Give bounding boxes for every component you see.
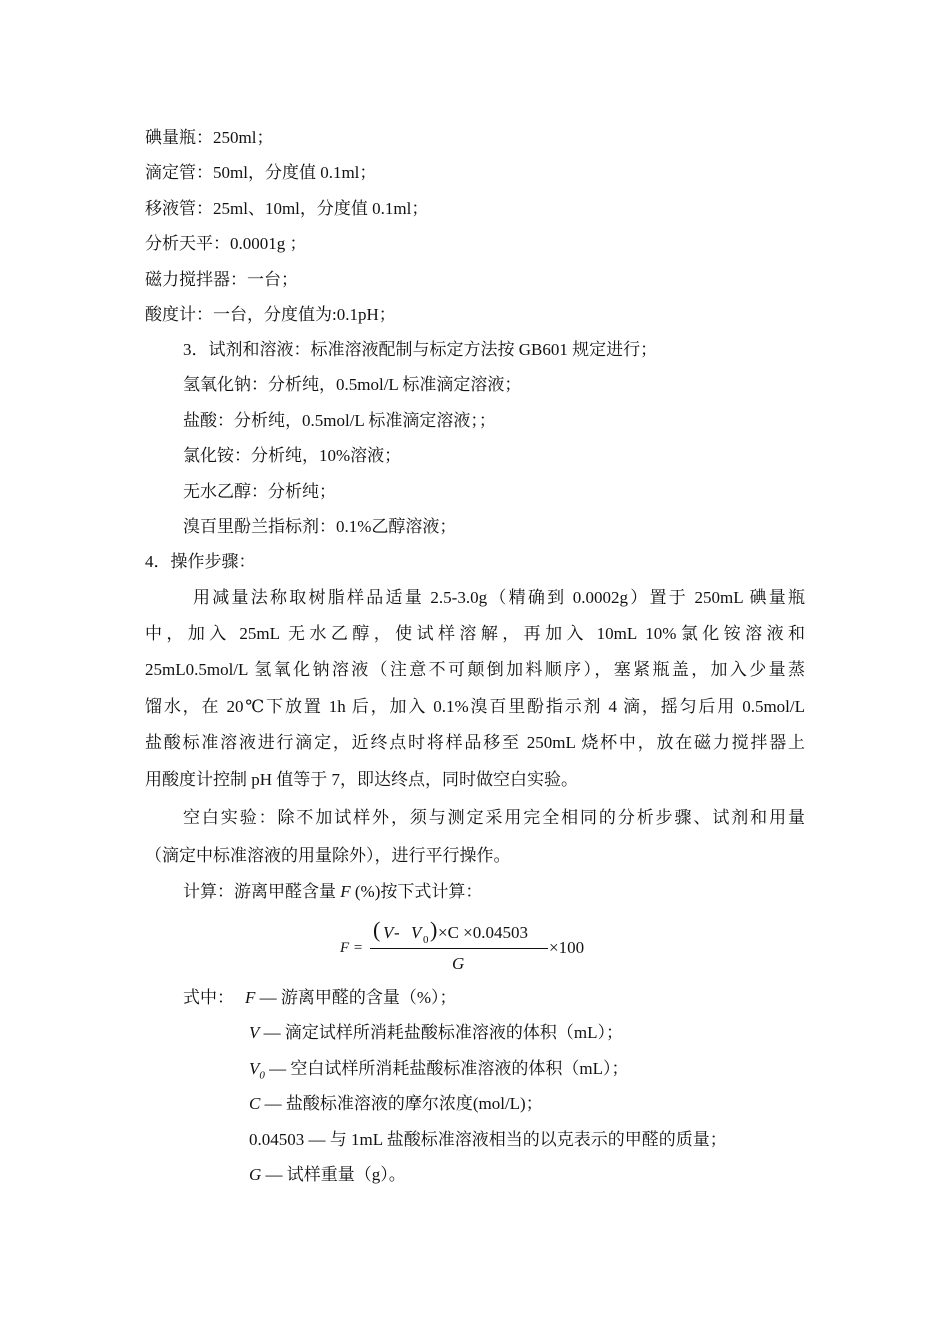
procedure-line: 25mL0.5mol/L 氢氧化钠溶液（注意不可颠倒加料顺序），塞紧瓶盖，加入少量蒸 (145, 660, 805, 679)
legend-text: — 试样重量（g）。 (261, 1165, 406, 1184)
formula-var-v: V (383, 923, 394, 942)
legend-symbol: F (245, 988, 256, 1007)
legend-symbol: G (249, 1165, 262, 1184)
calc-suffix: (%)按下式计算： (350, 882, 483, 901)
reagents-heading: 3．试剂和溶液：标准溶液配制与标定方法按 GB601 规定进行； (183, 340, 658, 359)
calculation-line (183, 882, 482, 902)
legend-text: — 游离甲醛的含量（%）； (255, 988, 457, 1007)
formula-lhs: F = (340, 940, 364, 956)
legend-symbol: C (249, 1094, 261, 1113)
legend-item (249, 1165, 406, 1185)
legend-text: — 空白试样所消耗盐酸标准溶液的体积（mL）； (264, 1059, 629, 1078)
calc-prefix: 计算：游离甲醛含量 (183, 882, 341, 901)
equipment-item: 分析天平：0.0001g ； (145, 234, 307, 253)
procedure-line: 用减量法称取树脂样品适量 2.5-3.0g（精确到 0.0002g）置于 250mL 碘量瓶 (193, 588, 805, 607)
reagent-item: 氯化铵：分析纯，10%溶液； (183, 446, 402, 465)
formula-multiplier: ×100 (549, 938, 585, 957)
legend-symbol: V (249, 1059, 260, 1078)
reagent-item: 无水乙醇：分析纯； (183, 482, 336, 501)
formula-subscript: 0 (423, 934, 429, 946)
reagent-item: 溴百里酚兰指标剂：0.1%乙醇溶液； (183, 517, 457, 536)
procedure-heading: 4．操作步骤： (145, 552, 256, 571)
fraction-bar (370, 948, 548, 949)
legend-item (249, 1130, 727, 1150)
equipment-item: 移液管：25ml、10ml，分度值 0.1ml； (145, 199, 429, 218)
formula (340, 918, 610, 978)
legend-intro: 式中： (183, 988, 234, 1007)
procedure-line: 用酸度计控制 pH 值等于 7，即达终点，同时做空白实验。 (145, 770, 579, 789)
legend-subscript: 0 (259, 1069, 265, 1082)
equipment-item: 酸度计：一台，分度值为:0.1pH； (145, 305, 396, 324)
formula-var-v0: V (411, 923, 422, 942)
formula-paren-open: ( (373, 917, 381, 942)
formula-denominator: G (452, 954, 465, 973)
procedure-line: 馏水，在 20℃下放置 1h 后，加入 0.1%溴百里酚指示剂 4 滴，摇匀后用 0.5mol/L (145, 697, 805, 716)
calc-variable: F (340, 882, 351, 901)
formula-minus: - (394, 923, 400, 942)
equipment-item: 磁力搅拌器：一台； (145, 270, 298, 289)
procedure-line: 中，加入 25mL 无水乙醇，使试样溶解，再加入 10mL 10%氯化铵溶液和 (145, 624, 805, 643)
procedure-line: 盐酸标准溶液进行滴定，近终点时将样品移至 250mL 烧杯中，放在磁力搅拌器上 (145, 733, 805, 752)
legend-item (245, 988, 457, 1008)
legend-symbol: V (249, 1023, 260, 1042)
legend-text: — 滴定试样所消耗盐酸标准溶液的体积（mL）； (259, 1023, 623, 1042)
reagent-item: 盐酸：分析纯，0.5mol/L 标准滴定溶液；； (183, 411, 496, 430)
legend-text: — 盐酸标准溶液的摩尔浓度(mol/L)； (260, 1094, 543, 1113)
formula-paren-close: ) (430, 917, 438, 942)
formula-numerator-rest: ×C ×0.04503 (438, 923, 529, 942)
equipment-item: 滴定管：50ml，分度值 0.1ml； (145, 163, 377, 182)
blank-line: 空白实验：除不加试样外，须与测定采用完全相同的分析步骤、试剂和用量 (183, 808, 805, 827)
legend-item (249, 1023, 623, 1043)
legend-item (249, 1059, 629, 1085)
reagent-item: 氢氧化钠：分析纯，0.5mol/L 标准滴定溶液； (183, 375, 522, 394)
equipment-item: 碘量瓶：250ml； (145, 128, 274, 147)
blank-line: （滴定中标准溶液的用量除外），进行平行操作。 (145, 846, 511, 865)
legend-item (249, 1094, 543, 1114)
legend-text: 0.04503 — 与 1mL 盐酸标准溶液相当的以克表示的甲醛的质量； (249, 1130, 727, 1149)
